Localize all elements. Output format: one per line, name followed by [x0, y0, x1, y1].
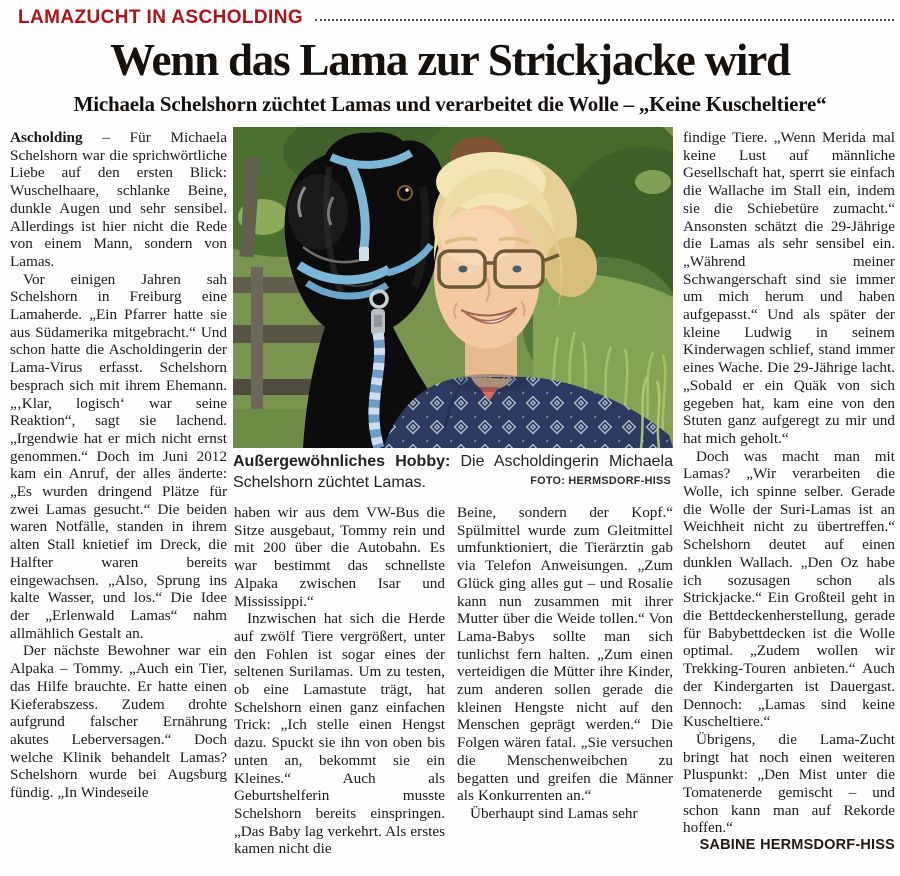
paragraph-text: – Für Michaela Schelshorn war die sprichwörtliche Liebe auf den ersten Blick: Wuschelhaare, schlanke Beine, dunkle Augen und sehr sensibel. Allerdings ist hier nicht die Rede von einem Mann, sondern von Lamas.	[10, 129, 227, 270]
photo-credit: FOTO: HERMSDORF-HISS	[530, 474, 671, 487]
caption-lead: Außergewöhnliches Hobby:	[233, 453, 451, 470]
caption-text: Die Ascholdingerin Michaela Schelshorn züchtet Lamas.	[233, 453, 673, 491]
dateline: Ascholding	[10, 129, 83, 146]
dotted-rule	[315, 19, 894, 21]
kicker-row	[18, 7, 894, 29]
article-paragraph: Vor einigen Jahren sah Schelshorn in Freiburg eine Lamaherde. „Ein Pfarrer hatte sie aus Südamerika mitgebracht.“ Und schon hatte die Ascholdingerin der Lama-Virus erfasst. Schelshorn besprach sich mit ihrem Ehemann. „‚Klar, logisch‘ war seine Reaktion“, sagt sie lachend. „Irgendwie hat er mich nicht ernst genommen.“ Doch im Juni 2012 kam ein Anruf, der alles änderte: „Es wurden dringend Plätze für zwei Lamas gesucht.“ Die beiden waren Notfälle, standen in ihrem alten Stall knietief im Dreck, die Halfter waren bereits eingewachsen. „Also, Sprung ins kalte Wasser, und los.“ Die Idee der „Erlenwald Lamas“ nahm allmählich Gestalt an.	[10, 270, 227, 642]
article-paragraph: Der nächste Bewohner war ein Alpaka – Tommy. „Auch ein Tier, das Hilfe brauchte. Er hatte einen Kieferabszess. Zudem drohte aufgrund falscher Ernährung akutes Leberversagen.“ Doch welche Klinik behandelt Lamas? Schelshorn wurde bei Augsburg fündig. „In Windeseile	[10, 642, 227, 802]
article-paragraph: Überhaupt sind Lamas sehr	[470, 804, 638, 822]
article-paragraph: findige Tiere. „Wenn Merida mal keine Lust auf männliche Gesellschaft hat, sperrt sie einfach die Wallache im Stall ein, indem sie die Schiebetüre zumacht.“ Ansonsten schätzt die 29-Jährige die Lamas als sehr sensibel ein. „Während meiner Schwangerschaft sind sie immer um mich herum und haben aufgepasst.“ Und als später der kleine Ludwig in seinem Kinderwagen schlief, stand immer eines Wache. Die 29-Jährige lacht. „Sobald er ein Quäk von sich gegeben hat, kam eine von den Stuten ganz aufgeregt zu mir und hat mich geholt.“	[683, 129, 895, 447]
article-photo	[233, 127, 673, 448]
kicker-label: LAMAZUCHT IN ASCHOLDING	[18, 7, 304, 28]
byline: SABINE HERMSDORF-HISS	[699, 837, 895, 854]
article-paragraph: Beine, sondern der Kopf.“ Spülmittel wurde zum Gleitmittel umfunktioniert, die Tierärztin gab via Telefon Anweisungen. „Zum Glück ging alles gut – und Rosalie kann nun zusammen mit ihrer Mutter über die Weide tollen.“ Von Lama-Babys sollte man sich tunlichst fern halten. „Zum einen verteidigen die Mütter ihre Kinder, zum anderen sollen gerade die kleinen Hengste nicht auf den Menschen geprägt werden.“ Die Folgen wären fatal. „Sie versuchen die Menschenweibchen zu begatten und greifen die Männer als Konkurrenten an.“	[457, 504, 673, 805]
subheadline: Michaela Schelshorn züchtet Lamas und verarbeitet die Wolle – „Keine Kuscheltiere“	[73, 92, 827, 116]
article-paragraph: Doch was macht man mit Lamas? „Wir verarbeiten die Wolle, ich spinne selber. Gerade die Wolle der Suri-Lamas ist an Weichheit nicht zu übertreffen.“ Schelshorn deutet auf einen dunklen Wallach. „Den Oz habe ich sozusagen schon als Strickjacke.“ Ein Großteil geht in die Bettdeckenherstellung, gerade für Babybettdecken ist die Wolle optimal. „Zudem wollen wir Trekking-Touren anbieten.“ Auch der Kindergarten ist Dauergast. Dennoch: „Lamas sind keine Kuscheltiere.“	[683, 447, 895, 731]
article-column-3	[457, 504, 673, 876]
article-column-1	[10, 129, 227, 876]
article-column-2	[234, 504, 445, 876]
article-paragraph: haben wir aus dem VW-Bus die Sitze ausgebaut, Tommy rein und mit 200 über die Autobahn. Es war bestimmt das schnellste Alpaka zwischen Isar und Mississippi.“	[234, 504, 445, 610]
article-paragraph: Übrigens, die Lama-Zucht bringt hat noch einen weiteren Pluspunkt: „Den Mist unter die Tomatenerde gemischt – und schon kann man auf Rekorde hoffen.“	[683, 730, 895, 837]
article-column-4	[683, 129, 895, 876]
photo-caption	[233, 452, 673, 493]
article-paragraph	[10, 129, 227, 271]
article-paragraph: Inzwischen hat sich die Herde auf zwölf Tiere vergrößert, unter den Fohlen ist sogar eines der seltenen Surilamas. Um zu testen, ob eine Lamastute trägt, hat Schelshorn einen ganz einfachen Trick: „Ich stelle einen Hengst dazu. Spuckt sie ihn von oben bis unten an, bekommt sie ein Kleines.“ Auch als Geburtshelferin musste Schelshorn bereits einspringen. „Das Baby lag verkehrt. Als erstes kamen nicht die	[234, 610, 445, 858]
llama-photo-illustration	[233, 127, 673, 448]
headline: Wenn das Lama zur Strickjacke wird	[110, 35, 790, 85]
